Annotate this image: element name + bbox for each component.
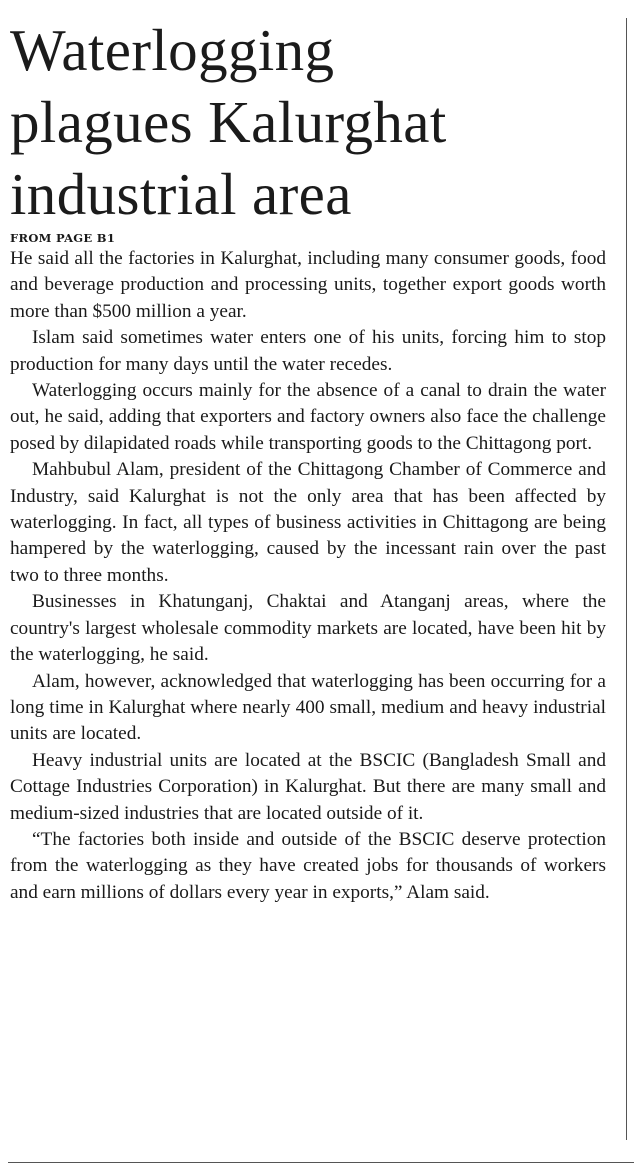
paragraph-7: Heavy industrial units are located at the BSCIC (Bangladesh Small and Cottage Industries Corporation) in Kalurghat. But there are many small and medium-sized industries that are located outside of it. xyxy=(10,749,606,824)
article-body xyxy=(10,246,606,906)
headline-line-3: industrial area xyxy=(10,161,352,227)
paragraph-2: Islam said sometimes water enters one of his units, forcing him to stop production for many days until the water recedes. xyxy=(10,327,606,375)
paragraph-4: Mahbubul Alam, president of the Chittagong Chamber of Commerce and Industry, said Kalurghat is not the only area that has been affected by waterlogging. In fact, all types of business activities in Chittagong are being hampered by the waterlogging, caused by the incessant rain over the past two to three months. xyxy=(10,459,606,586)
paragraph-6: Alam, however, acknowledged that waterlogging has been occurring for a long time in Kalurghat where nearly 400 small, medium and heavy industrial units are located. xyxy=(10,670,606,745)
paragraph-3: Waterlogging occurs mainly for the absence of a canal to drain the water out, he said, adding that exporters and factory owners also face the challenge posed by dilapidated roads while transporting goods to the Chittagong port. xyxy=(10,380,606,454)
headline xyxy=(10,14,606,230)
news-article xyxy=(10,14,606,906)
continuation-kicker: FROM PAGE B1 xyxy=(10,231,116,245)
column-rule-bottom xyxy=(8,1162,634,1163)
headline-line-2: plagues Kalurghat xyxy=(10,89,447,155)
column-rule-right xyxy=(626,18,627,1140)
paragraph-5: Businesses in Khatunganj, Chaktai and Atanganj areas, where the country's largest wholesale commodity markets are located, have been hit by the waterlogging, he said. xyxy=(10,591,606,666)
headline-line-1: Waterlogging xyxy=(10,17,335,83)
paragraph-8: “The factories both inside and outside of the BSCIC deserve protection from the waterlogging as they have created jobs for thousands of workers and earn millions of dollars every year in exports,” Alam said. xyxy=(10,828,606,903)
paragraph-1: He said all the factories in Kalurghat, including many consumer goods, food and beverage production and processing units, together export goods worth more than $500 million a year. xyxy=(10,248,606,322)
